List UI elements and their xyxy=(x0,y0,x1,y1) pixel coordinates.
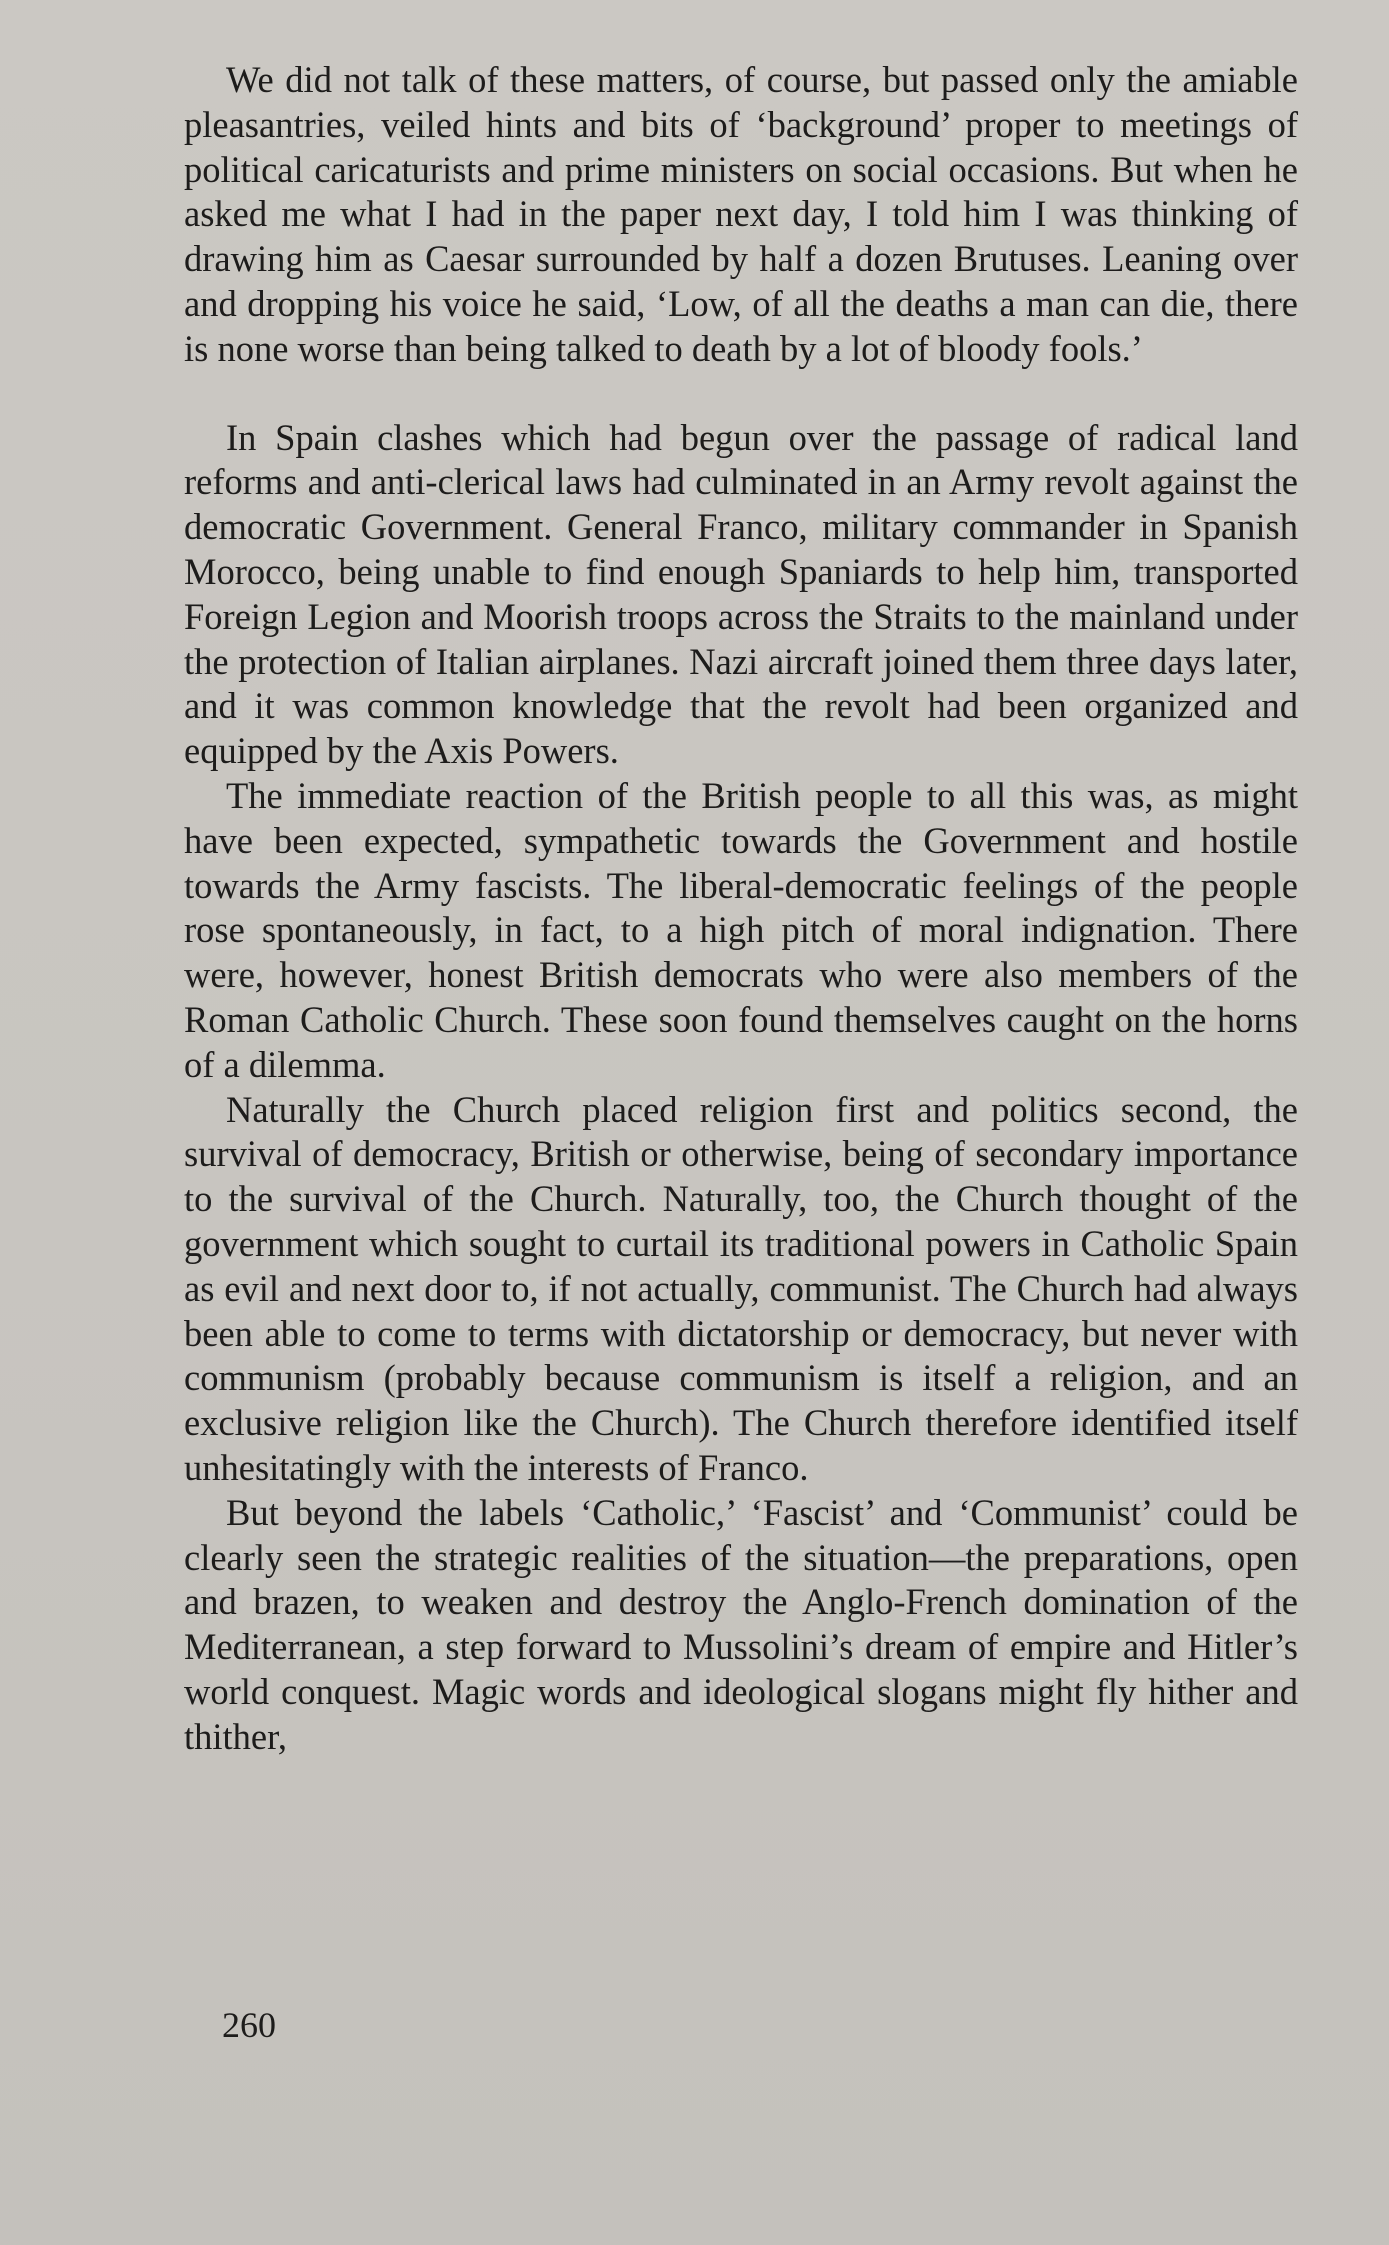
body-text xyxy=(184,58,1298,1759)
paragraph-5: But beyond the labels ‘Catholic,’ ‘Fascist’ and ‘Communist’ could be clearly seen the strategic realities of the situation—the preparations, open and brazen, to weaken and destroy the Anglo-French domination of the Mediterranean, a step forward to Mussolini’s dream of empire and Hitler’s world conquest. Magic words and ideological slogans might fly hither and thither, xyxy=(184,1491,1298,1757)
page-number: 260 xyxy=(222,2005,276,2045)
paragraph-3: The immediate reaction of the British people to all this was, as might have been expected, sympathetic towards the Government and hostile towards the Army fascists. The liberal-democratic feelings of the people rose spontaneously, in fact, to a high pitch of moral indignation. There were, however, honest British democrats who were also members of the Roman Catholic Church. These soon found themselves caught on the horns of a dilemma. xyxy=(184,774,1298,1085)
paragraph-2: In Spain clashes which had begun over the passage of radical land reforms and anti-clerical laws had culminated in an Army revolt against the democratic Government. General Franco, military commander in Spanish Morocco, being unable to find enough Spaniards to help him, transported Foreign Legion and Moorish troops across the Straits to the mainland under the protection of Italian airplanes. Nazi aircraft joined them three days later, and it was common knowledge that the revolt had been organized and equipped by the Axis Powers. xyxy=(184,416,1298,772)
paragraph-4: Naturally the Church placed religion first and politics second, the survival of democracy, British or otherwise, being of secondary importance to the survival of the Church. Naturally, too, the Church thought of the government which sought to curtail its traditional powers in Catholic Spain as evil and next door to, if not actually, communist. The Church had always been able to come to terms with dictatorship or democracy, but never with communism (probably because communism is itself a religion, and an exclusive religion like the Church). The Church therefore identified itself unhesitatingly with the interests of Franco. xyxy=(184,1088,1298,1488)
paragraph-1: We did not talk of these matters, of course, but passed only the amiable pleasantries, veiled hints and bits of ‘background’ proper to meetings of political caricaturists and prime ministers on social occasions. But when he asked me what I had in the paper next day, I told him I was thinking of drawing him as Caesar surrounded by half a dozen Brutuses. Leaning over and dropping his voice he said, ‘Low, of all the deaths a man can die, there is none worse than being talked to death by a lot of bloody fools.’ xyxy=(184,59,1298,369)
